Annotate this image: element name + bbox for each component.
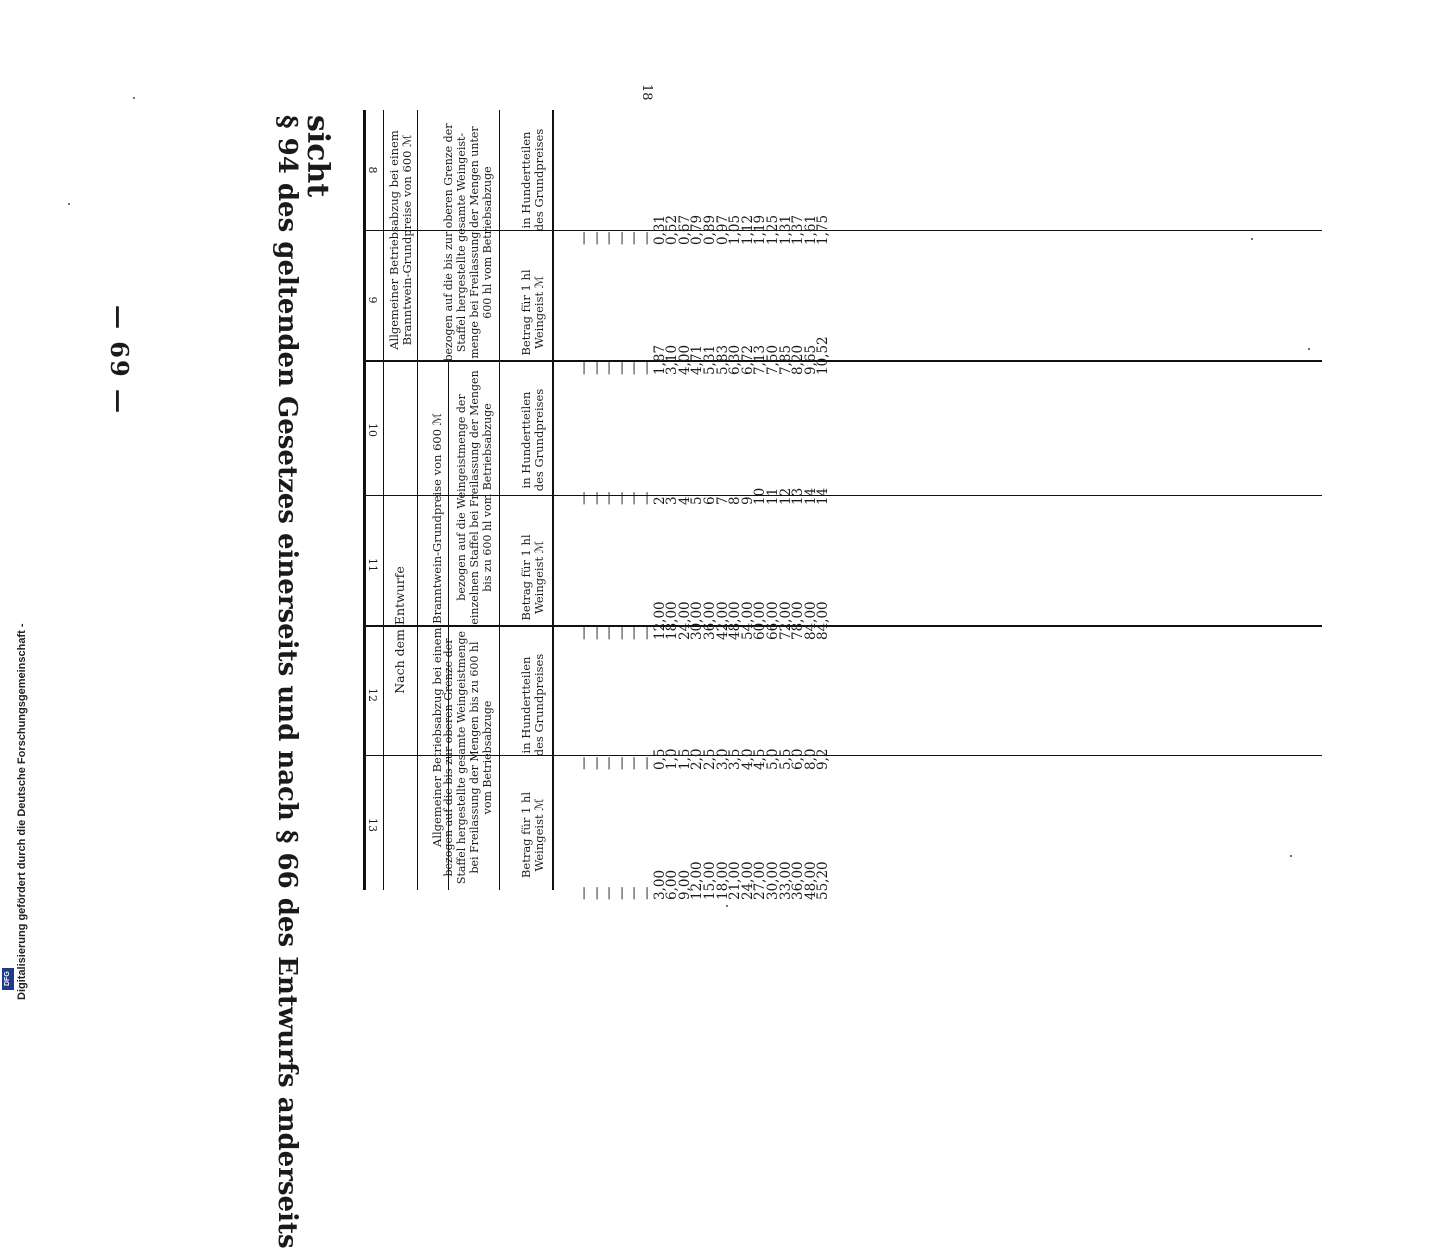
table-cell: 12,00 [651,601,668,640]
group-header-current-text: Allgemeiner Betriebsabzug bei einem Branntwein-Grundpreise von 600 ℳ [387,130,414,350]
table-cell: 2,0 [689,748,706,770]
table-cell: 12 [777,487,794,505]
table-cell: 84,00 [815,601,832,640]
table-cell: — [626,491,643,505]
table-cell: 7,85 [777,344,794,375]
table-cell: 36,00 [790,861,807,900]
table-cell: — [613,361,630,375]
table-cell: 1,75 [815,214,832,245]
table-cell: — [601,231,618,245]
table-cell: 1,5 [676,748,693,770]
table-cell: 0,52 [664,214,681,245]
table-cell: — [576,361,592,375]
scan-speck [1290,855,1292,857]
table-cell: — [639,626,655,640]
table-cell: 60,00 [752,601,769,640]
table-cell: — [639,491,655,505]
table-cell: — [613,626,630,640]
table-cell: — [626,756,643,770]
table-cell: 4,0 [739,748,756,770]
table-cell: 33,00 [777,861,794,900]
table-cell: 15,00 [702,861,718,900]
scan-speck [68,203,70,205]
table-cell: 2,5 [702,748,718,770]
table-cell: 4,00 [676,344,693,375]
table-cell: — [576,626,592,640]
table-cell: 3,5 [727,748,744,770]
table-cell: 5,5 [777,748,794,770]
colnum-13: 13 [366,818,379,832]
table-cell: 6,00 [664,869,681,900]
table-cell: 72,00 [777,601,794,640]
table-cell: 0,67 [676,214,693,245]
table-cell: 5 [689,496,706,505]
table-cell: 18,00 [714,861,731,900]
table-cell: 9,2 [815,748,832,770]
dfg-logo: DFG [2,968,14,990]
table-cell: 4,71 [689,344,706,375]
table-cell: — [626,361,643,375]
table-cell: 18,00 [664,601,681,640]
table-cell: — [601,361,618,375]
table-cell: 5,0 [765,748,781,770]
table-cell: 14 [802,487,819,505]
desc-col10-11: bezogen auf die Weingeistmenge der einzelnen Staffel bei Freilassung der Mengen bis zu 600 hl vom Betriebsabzuge [455,370,494,625]
table-cell: 6,72 [739,344,756,375]
table-cell: 54,00 [739,601,756,640]
subgroup-header-draft: Allgemeiner Betriebsabzug bei einem Branntwein-Grundpreise von 600 ℳ [430,413,444,847]
table-cell: 30,00 [765,861,781,900]
table-cell: 7,50 [765,344,781,375]
table-cell: 7,13 [752,344,769,375]
table-cell: 9 [739,496,756,505]
table-cell: 9,00 [676,869,693,900]
table-cell: — [588,361,605,375]
page-number: — 69 — [105,304,134,416]
table-cell: — [588,491,605,505]
group-header-draft: Nach dem Entwurfe [392,566,407,694]
table-cell: 48,00 [727,601,744,640]
table-cell: 78,00 [790,601,807,640]
table-cell: 1,12 [739,214,756,245]
desc-current: bezogen auf die bis zur oberen Grenze der Staffel hergestellte gesamte Weingeist-menge bei Freilassung der Mengen unter 600 hl vom Betriebsabzuge [442,123,494,362]
table-cell: — [626,626,643,640]
table-cell: 36,00 [702,601,718,640]
table-cell: — [613,231,630,245]
table-cell: — [576,231,592,245]
table-cell: — [576,886,592,900]
table-cell: — [613,756,630,770]
table-cell: 6,0 [790,748,807,770]
table-cell: 3,10 [664,344,681,375]
table-cell: 24,00 [676,601,693,640]
table-cell: 21,00 [727,861,744,900]
table-cell: — [601,886,618,900]
table-cell: — [613,491,630,505]
sub-amount-13: Betrag für 1 hl Weingeist ℳ [519,791,546,879]
table-cell: 11 [765,487,781,505]
table-cell: 1,0 [664,748,681,770]
sub-pct-10: in Hundertteilen des Grundpreises [519,388,546,492]
table-cell: 48,00 [802,861,819,900]
table-cell: 13 [790,487,807,505]
colnum-12: 12 [366,688,379,702]
colnum-9: 9 [366,296,379,304]
table-cell: 1,87 [651,344,668,375]
title-main: § 94 des geltenden Gesetzes einerseits und nach § 66 des Entwurfs anderseits [272,115,302,1249]
sub-amount-9: Betrag für 1 hl Weingeist ℳ [519,269,546,356]
table-cell: 30,00 [689,601,706,640]
table-cell: 84,00 [802,601,819,640]
table-cell: 3 [664,496,681,505]
table-cell: 8,20 [790,344,807,375]
sub-pct-12: in Hundertteilen des Grundpreises [519,653,546,757]
table-cell: — [639,361,655,375]
table-cell: 5,83 [714,344,731,375]
table-cell: — [588,886,605,900]
desc-col12-13: bezogen auf die bis zur oberen Grenze der Staffel hergestellte gesamte Weingeistmenge bei Freilassung der Mengen bis zu 600 hl vom Betriebsabzuge [442,630,494,885]
table-cell: 3,00 [651,869,668,900]
table-cell: 0,79 [689,214,706,245]
scan-speck [726,905,728,907]
table-cell: — [588,626,605,640]
colnum-8: 8 [366,166,379,174]
table-cell: — [576,756,592,770]
colnum-11: 11 [366,558,379,572]
table-cell: 1,31 [777,214,794,245]
table-cell: 42,00 [714,601,731,640]
table-cell: — [626,886,643,900]
sub-pct-8: in Hundertteilen des Grundpreises [519,128,546,232]
table-cell: 8 [727,496,744,505]
table-cell: — [601,626,618,640]
table-cell: 8,0 [802,748,819,770]
table-cell: 0,5 [651,748,668,770]
colnum-10: 10 [366,423,379,437]
table-cell: 14 [815,487,832,505]
scan-speck [1308,348,1310,350]
table-cell: 2 [651,496,668,505]
table-cell: — [639,886,655,900]
table-cell: — [613,886,630,900]
table-cell: — [588,231,605,245]
table-cell: — [601,491,618,505]
sub-amount-11: Betrag für 1 hl Weingeist ℳ [519,534,546,621]
table-cell: 4,5 [752,748,769,770]
table-cell: 0,31 [651,214,668,245]
table-cell: 12,00 [689,861,706,900]
table-cell: 66,00 [765,601,781,640]
table-cell: 1,61 [802,214,819,245]
table-cell: — [601,756,618,770]
table-cell: 10,52 [815,336,832,375]
table-cell: — [639,231,655,245]
table-cell: 1,37 [790,214,807,245]
table-cell: 10 [752,487,769,505]
scan-speck [133,97,135,99]
table-cell: 6,30 [727,344,744,375]
table-cell: 0,97 [714,214,731,245]
digitization-credit: Digitalisierung gefördert durch die Deutsche Forschungsgemeinschaft - [16,623,28,1000]
table-cell: 0,89 [702,214,718,245]
table-cell: 27,00 [752,861,769,900]
table-cell: 1,19 [752,214,769,245]
table-cell: — [626,231,643,245]
table-cell: 7 [714,496,731,505]
table-cell: 5,31 [702,344,718,375]
footer-number: 18 [639,84,654,101]
scan-speck [1251,238,1253,240]
table-cell: — [639,756,655,770]
table-cell: 3,0 [714,748,731,770]
table-cell: — [576,491,592,505]
table-cell: 24,00 [739,861,756,900]
table-cell: 55,20 [815,861,832,900]
table-cell: 1,25 [765,214,781,245]
table-cell: — [588,756,605,770]
title-part-sicht: sicht [300,115,335,198]
table-cell: 9,65 [802,344,819,375]
table-cell: 1,05 [727,214,744,245]
table-cell: 4 [676,496,693,505]
table-cell: 6 [702,496,718,505]
